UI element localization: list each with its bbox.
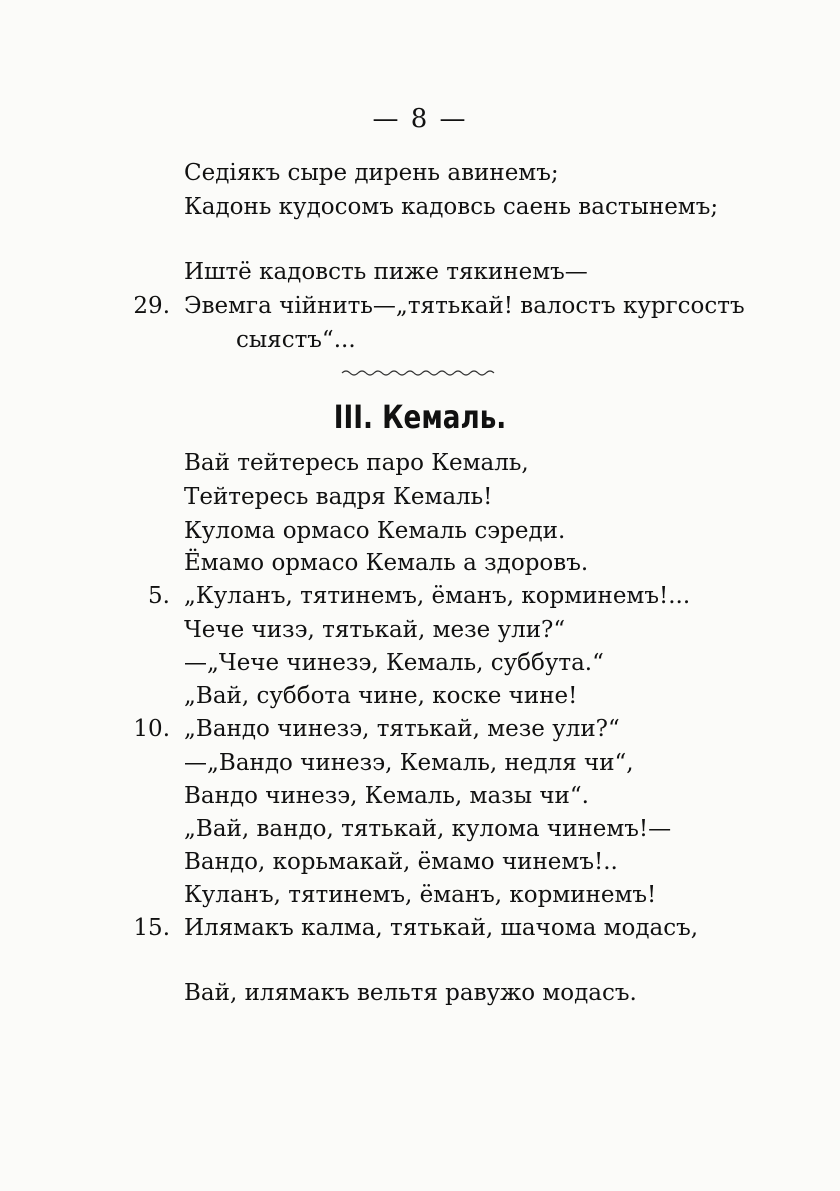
verse-line: —„Чече чинезэ, Кемаль, суббута.“ (184, 650, 604, 676)
verse-line: Седiякъ сыре дирень авинемъ; (184, 160, 559, 186)
verse-line: сыястъ“... (236, 327, 356, 353)
verse-line: Вай, илямакъ вельтя равужо модасъ. (184, 980, 637, 1006)
verse-line: Иштё кадовсть пиже тякинемъ— (184, 259, 588, 285)
verse-line: „Куланъ, тятинемъ, ёманъ, корминемъ!... (184, 583, 691, 609)
page-number: — 8 — (372, 104, 468, 134)
verse-number: 15. (133, 915, 170, 941)
section-title: III. Кемаль. (333, 398, 507, 436)
verse-line: „Вай, вандо, тятькай, кулома чинемъ!— (184, 816, 672, 842)
verse-number: 10. (133, 716, 170, 742)
verse-number: 5. (148, 583, 170, 609)
verse-line: —„Вандо чинезэ, Кемаль, недля чи“, (184, 750, 634, 776)
verse-line: Тейтересь вадря Кемаль! (184, 484, 493, 510)
verse-line: Эвемга чiйнить—„тятькай! валостъ кургсостъ (184, 293, 745, 319)
verse-line: „Вандо чинезэ, тятькай, мезе ули?“ (184, 716, 620, 742)
verse-line: Илямакъ калма, тятькай, шачома модасъ, (184, 915, 699, 941)
verse-line: Кулома ормасо Кемаль сэреди. (184, 518, 566, 544)
verse-number: 29. (133, 293, 170, 319)
verse-line: „Вай, суббота чине, коске чине! (184, 683, 578, 709)
verse-line: Вандо, корьмакай, ёмамо чинемъ!.. (184, 849, 618, 875)
verse-line: Кадонь кудосомъ кадовсь саень вастынемъ; (184, 194, 719, 220)
verse-line: Вандо чинезэ, Кемаль, мазы чи“. (184, 783, 589, 809)
verse-line: Вай тейтересь паро Кемаль, (184, 450, 529, 476)
verse-line: Куланъ, тятинемъ, ёманъ, корминемъ! (184, 882, 657, 908)
verse-line: Чече чизэ, тятькай, мезе ули?“ (184, 617, 566, 643)
ornament-divider (340, 368, 500, 378)
verse-line: Ёмамо ормасо Кемаль а здоровъ. (184, 550, 589, 576)
